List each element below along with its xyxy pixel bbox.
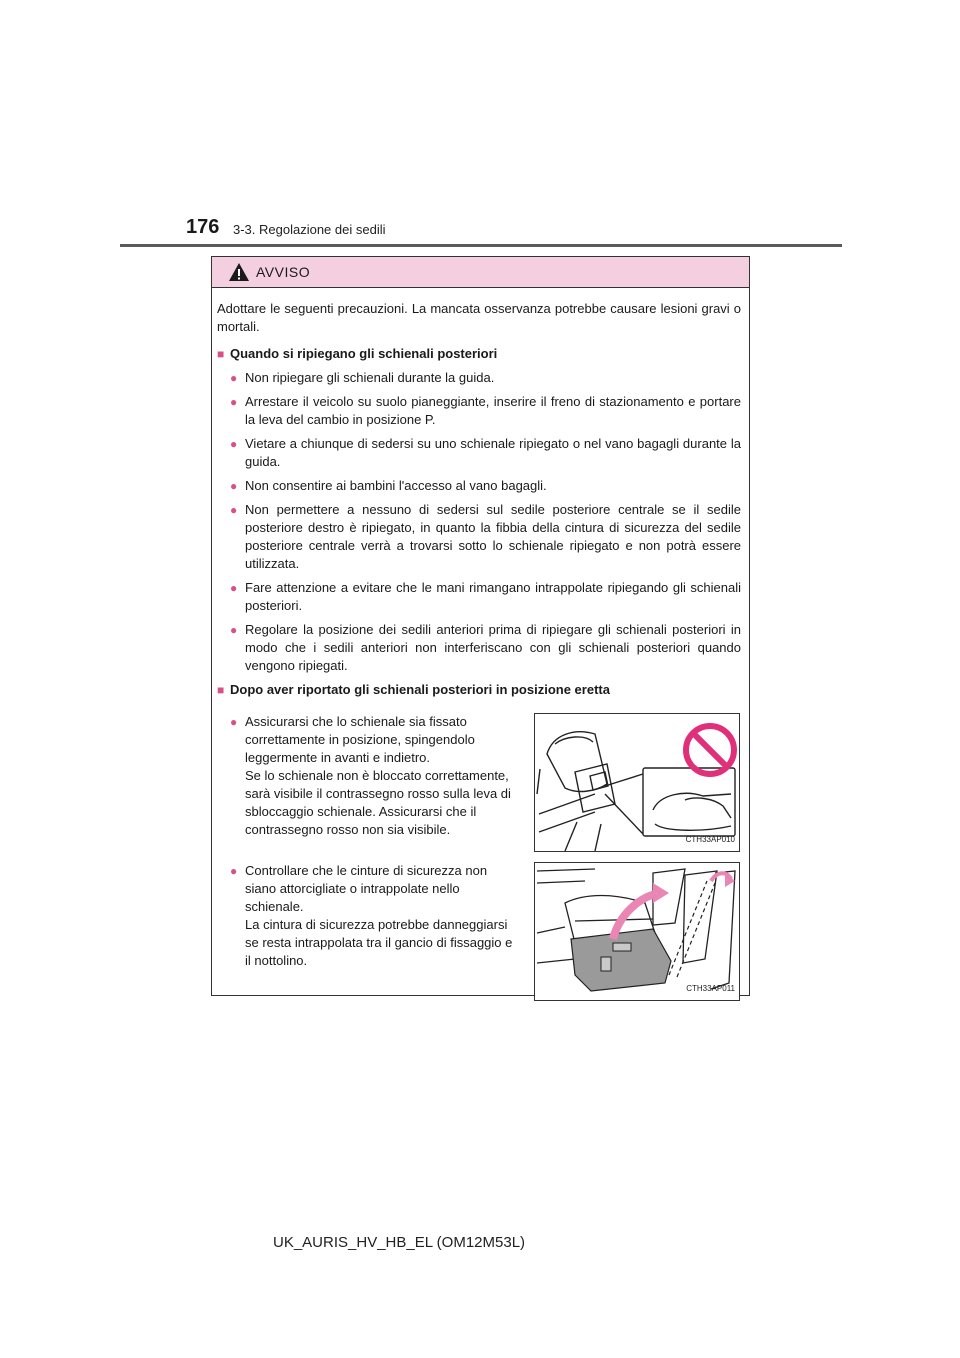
list-item: ● Non ripiegare gli schienali durante la guida.: [230, 370, 495, 385]
section-heading: ■ Quando si ripiegano gli schienali posteriori: [217, 346, 498, 361]
square-bullet-icon: ■: [217, 683, 225, 697]
figure-code: CTH33AP011: [686, 984, 735, 993]
document-code: UK_AURIS_HV_HB_EL (OM12M53L): [273, 1234, 526, 1251]
section-header: 3-3. Regolazione dei sedili: [233, 222, 386, 237]
circle-bullet-icon: ●: [230, 715, 238, 729]
list-item: ● Vietare a chiunque di sedersi su uno schienale ripiegato o nel vano bagagli durante la guida.: [230, 436, 741, 469]
list-item: ● Regolare la posizione dei sedili anteriori prima di ripiegare gli schienali posteriori in modo che i sedili anteriori non interferiscano con gli schienali posteriori quando vengono ripiegati.: [230, 622, 741, 673]
circle-bullet-icon: ●: [230, 581, 238, 595]
circle-bullet-icon: ●: [230, 479, 238, 493]
list-item: ● Non consentire ai bambini l'accesso al vano bagagli.: [230, 478, 547, 493]
figure-code: CTH33AP010: [685, 835, 735, 844]
warning-box: [211, 256, 750, 996]
list-item: ● Non permettere a nessuno di sedersi sul sedile posteriore centrale se il sedile posteriore destro è ripiegato, in quanto la fibbia della cintura di sicurezza del sedile posteriore centrale verrà a trovarsi sotto lo schienale ripiegato e non potrà essere utilizzata.: [230, 502, 741, 571]
page-number: 176: [186, 216, 220, 238]
circle-bullet-icon: ●: [230, 864, 238, 878]
circle-bullet-icon: ●: [230, 371, 238, 385]
header-rule: [120, 244, 842, 247]
warning-header: [212, 257, 749, 288]
warning-triangle-icon: [228, 262, 250, 282]
circle-bullet-icon: ●: [230, 623, 238, 637]
list-item: ● Controllare che le cinture di sicurezza non siano attorcigliate o intrappolate nello schienale. La cintura di sicurezza potrebbe danneggiarsi se resta intrappolata tra il gancio di fissaggio e il nottolino.: [230, 862, 520, 995]
figure-row: [230, 713, 741, 852]
circle-bullet-icon: ●: [230, 503, 238, 517]
list-item: ● Assicurarsi che lo schienale sia fissato correttamente in posizione, spingendolo leggermente in avanti e indietro. Se lo schienale non è bloccato correttamente, sarà visibile il contrassegno rosso sulla leva di sbloccaggio schienale. Assicurarsi che il contrassegno rosso non sia visibile.: [230, 713, 520, 846]
square-bullet-icon: ■: [217, 347, 225, 361]
figure-seatbelt: [534, 862, 740, 1001]
list-item: ● Arrestare il veicolo su suolo pianeggiante, inserire il freno di stazionamento e portare la leva del cambio in posizione P.: [230, 394, 741, 427]
figure-row: [230, 862, 741, 1001]
warning-body: [212, 288, 749, 1001]
circle-bullet-icon: ●: [230, 395, 238, 409]
section-heading: ■ Dopo aver riportato gli schienali posteriori in posizione eretta: [217, 682, 610, 697]
warning-title: AVVISO: [256, 264, 311, 280]
warning-intro: Adottare le seguenti precauzioni. La mancata osservanza potrebbe causare lesioni gravi o mortali.: [217, 301, 741, 334]
figure-seat-lock: [534, 713, 740, 852]
list-item: ● Fare attenzione a evitare che le mani rimangano intrappolate ripiegando gli schienali posteriori.: [230, 580, 741, 613]
circle-bullet-icon: ●: [230, 437, 238, 451]
